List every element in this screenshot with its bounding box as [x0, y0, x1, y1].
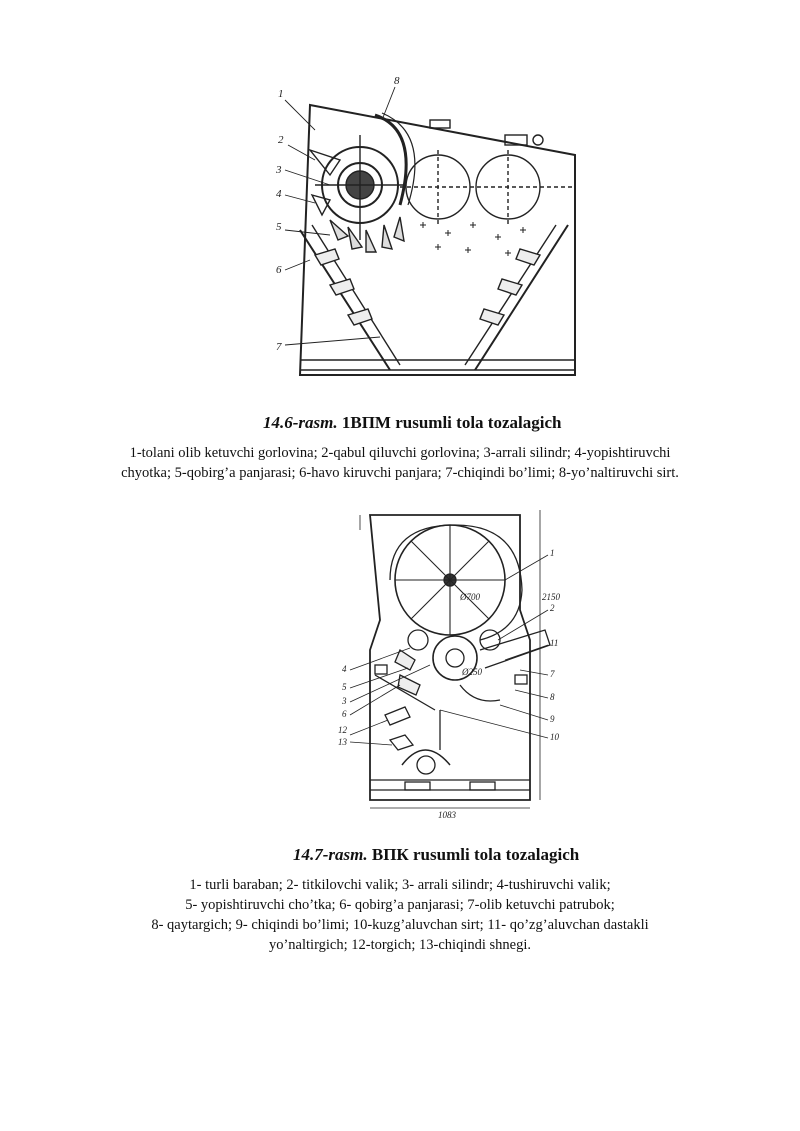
callout-7: 7 [276, 341, 282, 353]
figure-title-text: 1ВПМ rusumli tola tozalagich [341, 413, 562, 432]
description-line: 1-tolani olib ketuvchi gorlovina; 2-qabul qiluvchi gorlovina; 3-arrali silindr; 4-yopishtiruvchi [129, 445, 671, 461]
figure-14-6-title [263, 413, 561, 433]
figure-14-7-description [100, 875, 700, 955]
callout-2: 2 [550, 603, 555, 613]
callout-3: 3 [342, 696, 347, 706]
dimension-cylinder-diameter: Ø250 [462, 667, 482, 677]
callout-5: 5 [342, 682, 347, 692]
description-line: 1- turli baraban; 2- titkilovchi valik; 3- arrali silindr; 4-tushiruvchi valik; [189, 877, 611, 893]
figure-number: 14.6-rasm. [263, 413, 338, 432]
callout-3: 3 [276, 164, 282, 176]
callout-4: 4 [276, 188, 282, 200]
figure-14-6-description [80, 443, 720, 483]
callout-11: 11 [550, 638, 559, 648]
callout-6: 6 [276, 264, 282, 276]
figure-title-text: ВПК rusumli tola tozalagich [371, 845, 580, 864]
figure-14-6-drawing [270, 75, 590, 390]
callout-4: 4 [342, 664, 347, 674]
callout-8: 8 [394, 75, 400, 87]
callout-12: 12 [338, 725, 347, 735]
callout-1: 1 [550, 548, 555, 558]
callout-1: 1 [278, 88, 284, 100]
callout-10: 10 [550, 732, 559, 742]
callout-7: 7 [550, 669, 555, 679]
callout-6: 6 [342, 709, 347, 719]
callout-9: 9 [550, 714, 555, 724]
description-line: chyotka; 5-qobirg’a panjarasi; 6-havo kiruvchi panjara; 7-chiqindi bo’limi; 8-yo’naltiruvchi sirt. [121, 465, 679, 481]
figure-14-7-title [293, 845, 579, 865]
callout-8: 8 [550, 692, 555, 702]
dimension-height: 2150 [542, 592, 560, 602]
description-line: yo’naltirgich; 12-torgich; 13-chiqindi shnegi. [268, 937, 532, 953]
callout-5: 5 [276, 221, 282, 233]
callout-2: 2 [278, 134, 284, 146]
dimension-drum-diameter: Ø700 [460, 592, 480, 602]
figure-number: 14.7-rasm. [293, 845, 368, 864]
description-line: 8- qaytargich; 9- chiqindi bo’limi; 10-kuzg’aluvchan sirt; 11- qo’zg’aluvchan dastakli [151, 917, 649, 933]
dimension-width: 1083 [438, 810, 456, 820]
description-line: 5- yopishtiruvchi cho’tka; 6- qobirg’a panjarasi; 7-olib ketuvchi patrubok; [185, 897, 615, 913]
callout-13: 13 [338, 737, 347, 747]
figure-14-7-drawing [330, 500, 570, 820]
